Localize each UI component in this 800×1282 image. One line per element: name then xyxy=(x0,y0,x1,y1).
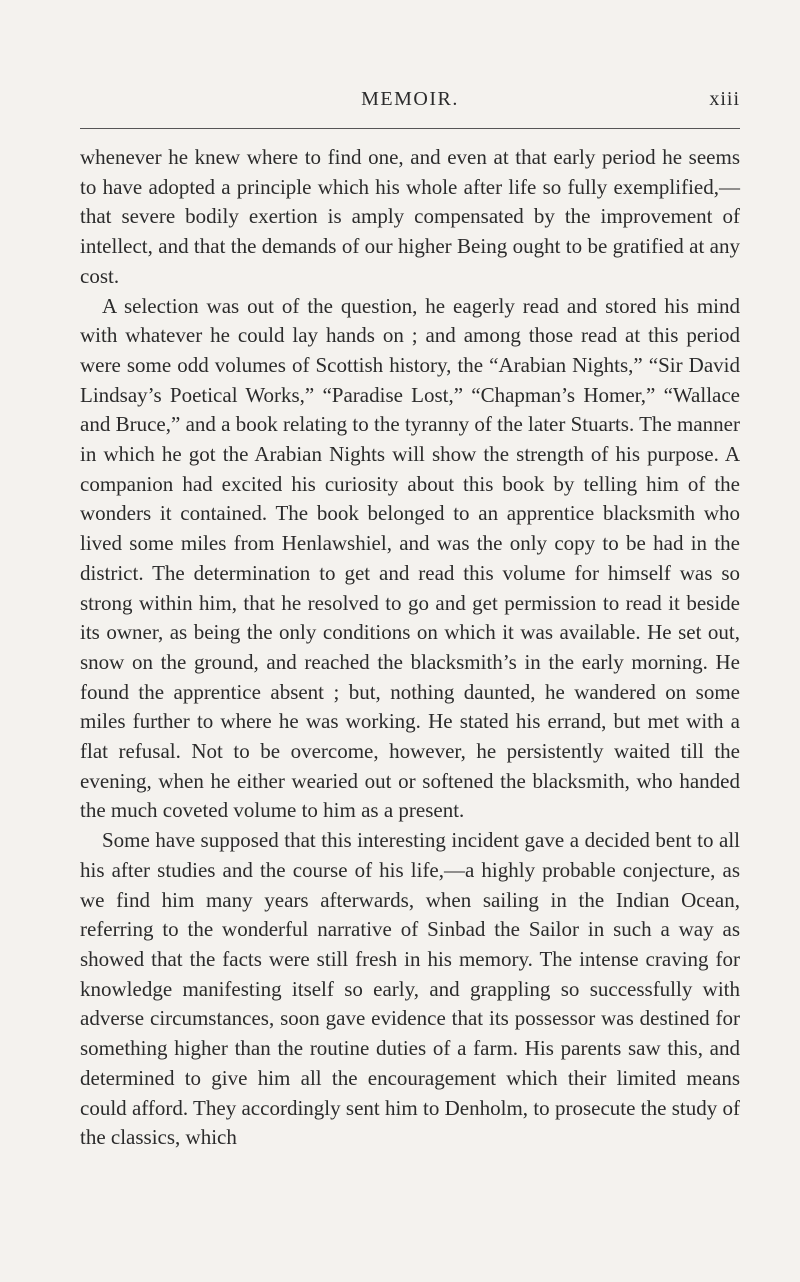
paragraph: A selection was out of the question, he eagerly read and stored his mind with whatever he could lay hands on ; and among those read at this period were some odd volumes of Scottish history, the “Arabian Nights,” “Sir David Lindsay’s Poetical Works,” “Paradise Lost,” “Chapman’s Homer,” “Wallace and Bruce,” and a book relating to the tyranny of the later Stuarts. The manner in which he got the Arabian Nights will show the strength of his purpose. A companion had excited his curiosity about this book by telling him of the wonders it contained. The book belonged to an apprentice blacksmith who lived some miles from Henlawshiel, and was the only copy to be had in the district. The determination to get and read this volume for himself was so strong within him, that he resolved to go and get permission to read it beside its owner, as being the only conditions on which it was available. He set out, snow on the ground, and reached the blacksmith’s in the early morning. He found the apprentice absent ; but, nothing daunted, he wandered on some miles further to where he was working. He stated his errand, but met with a flat refusal. Not to be overcome, however, he persistently waited till the evening, when he either wearied out or softened the blacksmith, who handed the much coveted volume to him as a present. xyxy=(80,293,740,823)
page-number: xiii xyxy=(709,88,740,110)
body-text xyxy=(80,143,740,1153)
paragraph: whenever he knew where to find one, and even at that early period he seems to have adopted a principle which his whole after life so fully exemplified,—that severe bodily exertion is amply compensated by the improvement of intellect, and that the demands of our higher Being ought to be gratified at any cost. xyxy=(80,145,740,288)
page-header xyxy=(80,88,740,118)
paragraph: Some have supposed that this interesting incident gave a decided bent to all his after studies and the course of his life,—a highly probable conjecture, as we find him many years afterwards, when sailing in the Indian Ocean, referring to the wonderful narrative of Sinbad the Sailor in such a way as showed that the facts were still fresh in his memory. The intense craving for knowledge manifesting itself so early, and grappling so successfully with adverse circumstances, soon gave evidence that its possessor was destined for something higher than the routine duties of a farm. His parents saw this, and determined to give him all the encouragement which their limited means could afford. They accordingly sent him to Denholm, to prosecute the study of the classics, which xyxy=(80,828,740,1150)
header-rule xyxy=(80,128,740,129)
running-title: MEMOIR. xyxy=(361,88,459,110)
